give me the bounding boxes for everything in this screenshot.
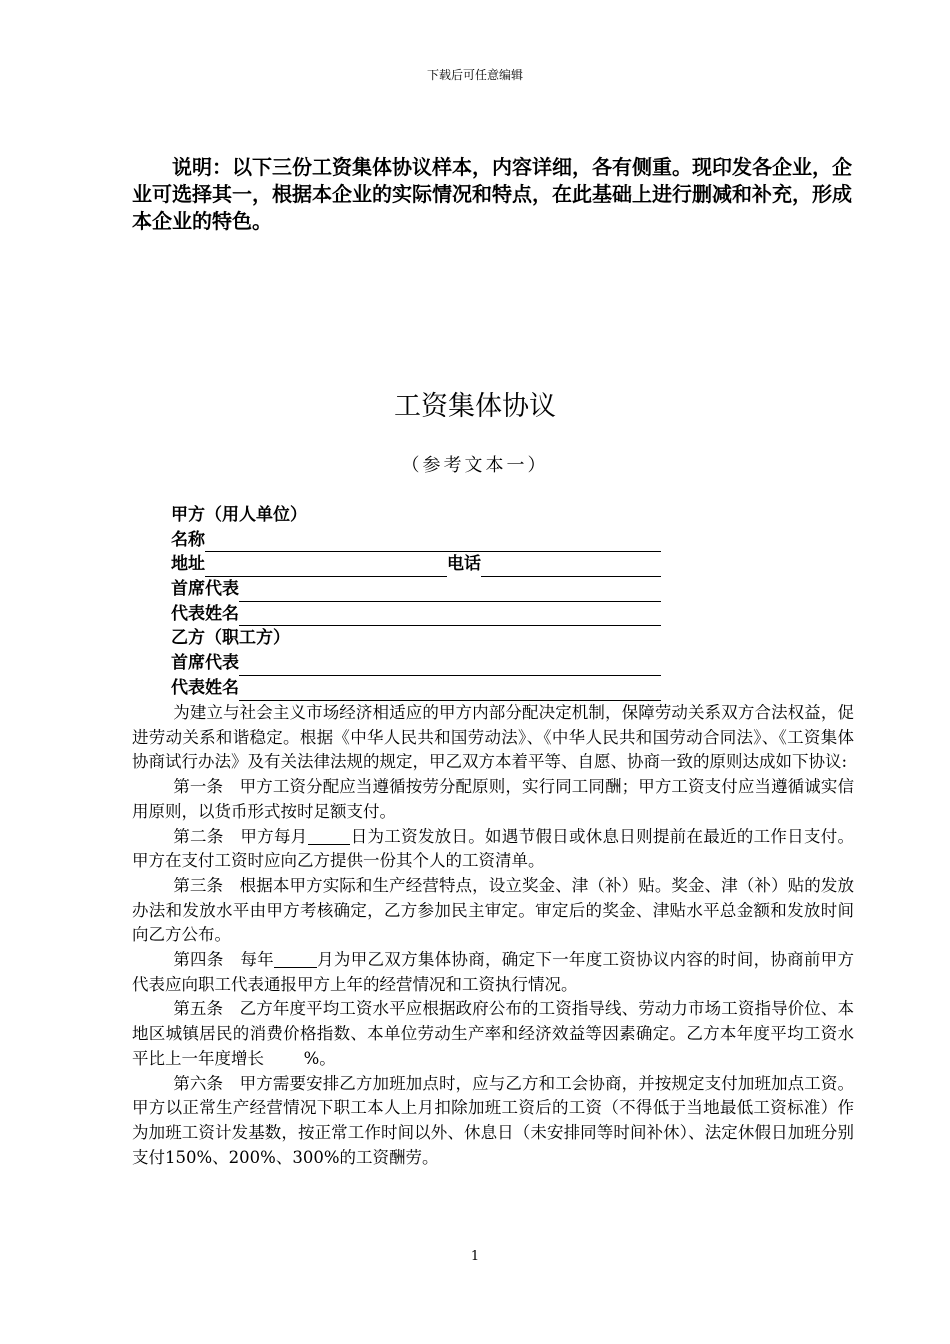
party-b-label: 乙方（职工方）	[171, 628, 290, 649]
article-4-text-before: 第四条 每年	[173, 950, 274, 970]
chief-rep-b-row	[171, 651, 661, 676]
article-4	[132, 948, 854, 997]
chief-rep-b-blank-line[interactable]	[239, 656, 661, 676]
party-a-heading	[171, 503, 661, 528]
article-2-text-after: 日为工资发放日。如遇节假日或休息日则提前在最近的工作日支付。甲方在支付工资时应向乙方提供一份其个人的工资清单。	[132, 826, 855, 871]
party-a-label: 甲方（用人单位）	[171, 504, 307, 525]
phone-blank-line[interactable]	[481, 557, 661, 577]
preamble-paragraph: 为建立与社会主义市场经济相适应的甲方内部分配决定机制，保障劳动关系双方合法权益，促进劳动关系和谐稳定。根据《中华人民共和国劳动法》、《中华人民共和国劳动合同法》、《工资集体协商试行办法》及有关法律法规的规定，甲乙双方本着平等、自愿、协商一致的原则达成如下协议:	[132, 703, 854, 772]
rep-names-a-blank-line[interactable]	[239, 606, 661, 626]
article-5	[132, 997, 854, 1071]
phone-label: 电话	[447, 554, 481, 575]
article-2-text-before: 第二条 甲方每月	[173, 826, 308, 846]
address-label: 地址	[171, 554, 205, 575]
document-title: 工资集体协议	[394, 391, 556, 422]
rep-names-b-row	[171, 676, 661, 701]
article-2	[132, 825, 854, 874]
chief-rep-b-label: 首席代表	[171, 653, 239, 674]
article-5-text-after: %。	[303, 1048, 336, 1068]
article-3: 第三条 根据本甲方实际和生产经营特点，设立奖金、津（补）贴。奖金、津（补）贴的发放办法和发放水平由甲方考核确定，乙方参加民主审定。审定后的奖金、津贴水平总金额和发放时间向乙方公布。	[132, 875, 854, 945]
header-note: 下载后可任意编辑	[426, 68, 523, 82]
name-blank-line[interactable]	[205, 532, 661, 552]
chief-rep-a-row	[171, 577, 661, 602]
address-row	[171, 552, 661, 577]
chief-rep-a-blank-line[interactable]	[239, 582, 661, 602]
name-row	[171, 528, 661, 553]
article-4-text-after: 月为甲乙双方集体协商，确定下一年度工资协议内容的时间，协商前甲方代表应向职工代表通报甲方上年的经营情况和工资执行情况。	[132, 950, 855, 994]
rep-names-a-row	[171, 602, 661, 627]
article-1: 第一条 甲方工资分配应当遵循按劳分配原则，实行同工同酬；甲方工资支付应当遵循诚实信用原则，以货币形式按时足额支付。	[132, 777, 854, 821]
explanation-note: 说明：以下三份工资集体协议样本，内容详细，各有侧重。现印发各企业，企业可选择其一，根据本企业的实际情况和特点，在此基础上进行删减和补充，形成本企业的特色。	[132, 155, 852, 233]
document-subtitle: （参考文本一）	[401, 455, 549, 476]
parties-section	[171, 503, 661, 701]
agreement-body	[132, 701, 854, 1170]
payday-blank[interactable]	[308, 827, 351, 845]
chief-rep-a-label: 首席代表	[171, 579, 239, 600]
negotiation-month-blank[interactable]	[274, 951, 317, 969]
rep-names-b-label: 代表姓名	[171, 677, 239, 698]
rep-names-b-blank-line[interactable]	[239, 681, 661, 701]
article-6: 第六条 甲方需要安排乙方加班加点时，应与乙方和工会协商，并按规定支付加班加点工资。甲方以正常生产经营情况下职工本人上月扣除加班工资后的工资（不得低于当地最低工资标准）作为加班工资计发基数，按正常工作时间以外、休息日（未安排同等时间补休）、法定休假日加班分别支付150%、200%、300%的工资酬劳。	[132, 1073, 854, 1167]
article-5-text-before: 第五条 乙方年度平均工资水平应根据政府公布的工资指导线、劳动力市场工资指导价位、本地区城镇居民的消费价格指数、本单位劳动生产率和经济效益等因素确定。乙方本年度平均工资水平比上一年度增长	[132, 999, 854, 1068]
address-blank-line[interactable]	[205, 557, 447, 577]
page-number: 1	[470, 1249, 480, 1264]
rep-names-a-label: 代表姓名	[171, 603, 239, 624]
name-label: 名称	[171, 529, 205, 550]
party-b-heading	[171, 626, 661, 651]
